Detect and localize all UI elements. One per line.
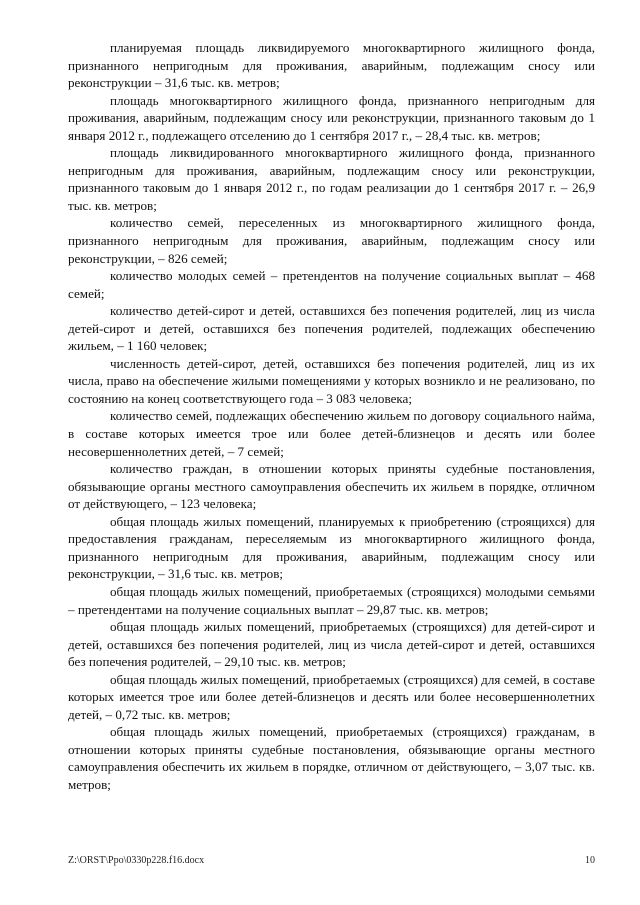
page-footer: [68, 855, 595, 867]
paragraph-planned-liquidation-area: планируемая площадь ликвидируемого многоквартирного жилищного фонда, признанного непригодным для проживания, аварийным, подлежащим сносу или реконструкции – 31,6 тыс. кв. метров;: [68, 40, 595, 91]
footer-file-path: Z:\ORST\Ppo\0330p228.f16.docx: [68, 855, 205, 866]
paragraph-housing-area-to-resettle: площадь многоквартирного жилищного фонда, признанного непригодным для проживания, аварийным, подлежащим сносу или реконструкции, признанного таковым до 1 января 2012 г., подлежащего отселению до 1 сентября 2017 г., – 28,4 тыс. кв. метров;: [68, 92, 595, 143]
paragraph-court-decisions-citizens: количество граждан, в отношении которых приняты судебные постановления, обязывающие органы местного самоуправления обеспечить их жильем в порядке, отличном от действующего, – 123 человека;: [68, 461, 595, 512]
paragraph-large-families: количество семей, подлежащих обеспечению жильем по договору социального найма, в составе которых имеется трое или более детей-близнецов и десять или более несовершеннолетних детей, – 7 семей;: [68, 408, 595, 459]
paragraph-area-young-families: общая площадь жилых помещений, приобретаемых (строящихся) молодыми семьями – претендентами на получение социальных выплат – 29,87 тыс. кв. метров;: [68, 583, 595, 617]
document-body: [68, 39, 595, 794]
paragraph-resettled-families: количество семей, переселенных из многоквартирного жилищного фонда, признанного непригодным для проживания, аварийным, подлежащим сносу или реконструкции, – 826 семей;: [68, 215, 595, 266]
paragraph-area-for-resettled: общая площадь жилых помещений, планируемых к приобретению (строящихся) для предоставления гражданам, переселяемым из многоквартирного жилищного фонда, признанного непригодным для проживания, аварийным, подлежащим сносу или реконструкции, – 31,6 тыс. кв. метров;: [68, 513, 595, 582]
paragraph-area-court-decisions: общая площадь жилых помещений, приобретаемых (строящихся) гражданам, в отношении которых приняты судебные постановления, обязывающие органы местного самоуправления обеспечить их жильем в порядке, отличном от действующего, – 3,07 тыс. кв. метров;: [68, 724, 595, 792]
paragraph-orphans-to-house: количество детей-сирот и детей, оставшихся без попечения родителей, лиц из числа детей-сирот и детей, оставшихся без попечения родителей, подлежащих обеспечению жильем, – 1 160 человек;: [68, 303, 595, 354]
page-number: 10: [585, 855, 595, 866]
paragraph-area-orphans: общая площадь жилых помещений, приобретаемых (строящихся) для детей-сирот и детей, оставшихся без попечения родителей, лиц из числа детей-сирот и детей, оставшихся без попечения родителей, – 29,10 тыс. кв. метров;: [68, 619, 595, 670]
paragraph-liquidated-housing-area: площадь ликвидированного многоквартирного жилищного фонда, признанного непригодным для проживания, аварийным, подлежащим сносу или реконструкции, признанного таковым до 1 января 2012 г., по годам реализации до 1 сентября 2017 г. – 26,9 тыс. кв. метров;: [68, 145, 595, 213]
paragraph-orphans-unrealized-right: численность детей-сирот, детей, оставшихся без попечения родителей, лиц из их числа, право на обеспечение жилыми помещениями у которых возникло и не реализовано, по состоянию на конец соответствующего года – 3 083 человека;: [68, 355, 595, 406]
paragraph-young-families: количество молодых семей – претендентов на получение социальных выплат – 468 семей;: [68, 268, 595, 301]
paragraph-area-large-families: общая площадь жилых помещений, приобретаемых (строящихся) для семей, в составе которых имеется трое или более детей-близнецов и десять или более несовершеннолетних детей, – 0,72 тыс. кв. метров;: [68, 671, 595, 722]
